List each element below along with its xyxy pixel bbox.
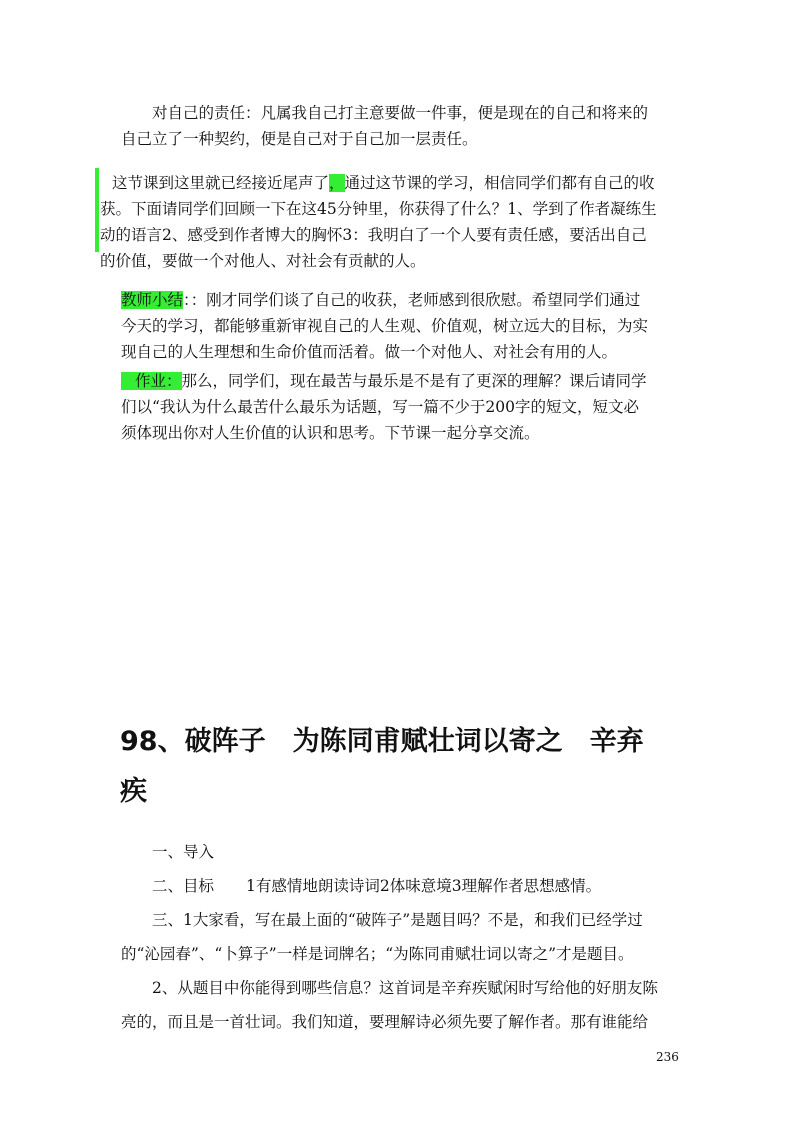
- teacher-line-2: 今天的学习，都能够重新审视自己的人生观、价值观，树立远大的目标，为实: [121, 317, 649, 335]
- teacher-label: 教师小结: [121, 291, 184, 309]
- teacher-line-3: 现自己的人生理想和生命价值而活着。做一个对他人、对社会有用的人。: [121, 343, 618, 361]
- summary-line-3: 动的语言2、感受到作者博大的胸怀3：我明白了一个人要有责任感，要活出自己: [100, 226, 647, 244]
- homework-label: 作业：: [121, 372, 182, 390]
- responsibility-line-1: 对自己的责任：凡属我自己打主意要做一件事，便是现在的自己和将来的: [152, 104, 649, 122]
- summary-line-2: 获。下面请同学们回顾一下在这45分钟里，你获得了什么？1、学到了作者凝练生: [100, 200, 657, 218]
- homework-line-3: 须体现出你对人生价值的认识和思考。下节课一起分享交流。: [121, 424, 540, 442]
- responsibility-line-2: 自己立了一种契约，便是自己对于自己加一层责任。: [121, 130, 478, 148]
- lesson-p3-line-2: 的“沁园春”、“卜算子”一样是词牌名；“为陈同甫赋壮词以寄之”才是题目。: [121, 945, 634, 963]
- homework-line-1: 作业：那么，同学们，现在最苦与最乐是不是有了更深的理解？课后请同学: [121, 368, 647, 394]
- lesson-p4-line-1: 2、从题目中你能得到哪些信息？这首词是辛弃疾赋闲时写给他的好朋友陈: [152, 979, 658, 997]
- highlight-mark: ，: [329, 174, 345, 192]
- lesson-intro: 一、导入: [152, 843, 215, 861]
- teacher-line-1: 教师小结：：刚才同学们谈了自己的收获，老师感到很欣慰。希望同学们通过: [121, 291, 641, 309]
- responsibility-label: 对自己的责任：: [152, 104, 261, 122]
- lesson-p3-line-1: 三、1大家看，写在最上面的“破阵子”是题目吗？不是，和我们已经学过: [152, 911, 643, 929]
- section-title-line-2: 疾: [120, 776, 147, 807]
- change-bar: [95, 168, 99, 252]
- goal-label: 二、目标: [152, 877, 215, 895]
- lesson-p4-line-2: 亮的，而且是一首壮词。我们知道，要理解诗必须先要了解作者。那有谁能给: [121, 1013, 649, 1031]
- page-number: 236: [656, 1050, 679, 1064]
- homework-line-2: 们以“我认为什么最苦什么最乐为话题，写一篇不少于200字的短文，短文必: [121, 398, 640, 416]
- goal-text: 1有感情地朗读诗词2体味意境3理解作者思想感情。: [246, 877, 602, 895]
- lesson-goal: [152, 869, 601, 903]
- summary-line-4: 的价值，要做一个对他人、对社会有贡献的人。: [100, 252, 426, 270]
- summary-line-1: 这节课到这里就已经接近尾声了，通过这节课的学习，相信同学们都有自己的收: [112, 174, 655, 192]
- section-title-line-1: 98、破阵子 为陈同甫赋壮词以寄之 辛弃: [120, 726, 644, 757]
